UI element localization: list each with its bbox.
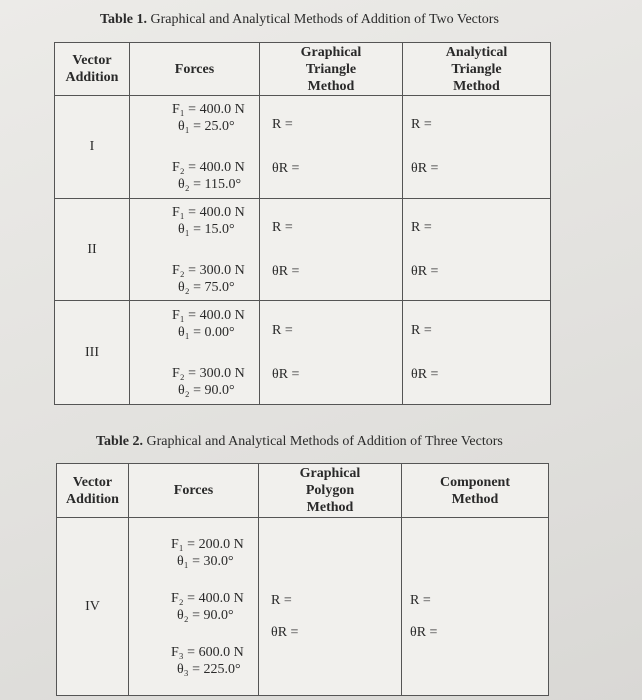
header-line: Addition	[65, 70, 119, 85]
resultant-field: R =	[411, 117, 432, 132]
header-line: Method	[453, 78, 500, 94]
header-line: Forces	[173, 483, 214, 498]
table1-header-forces	[130, 43, 260, 96]
graphical-result-cell[interactable]	[260, 199, 403, 301]
resultant-field: R =	[272, 219, 293, 235]
table1	[54, 42, 551, 405]
forces-cell	[130, 301, 260, 405]
resultant-field: R =	[411, 219, 432, 235]
header-line: Graphical	[300, 44, 362, 60]
header-line: Vector	[72, 53, 112, 68]
component-result-cell[interactable]	[402, 518, 549, 696]
header-line: Triangle	[451, 61, 502, 77]
row-label: I	[55, 96, 130, 199]
table-row	[55, 96, 551, 199]
force-angle: θ₂ = 90.0°	[177, 607, 234, 623]
header-line: Analytical	[445, 44, 508, 60]
forces-cell	[130, 199, 260, 301]
force-magnitude: F₂ = 300.0 N	[172, 365, 245, 381]
resultant-field: R =	[271, 592, 292, 608]
resultant-angle-field: θR =	[271, 624, 299, 640]
force-1	[130, 204, 259, 238]
header-line: Graphical	[299, 466, 361, 481]
table1-header-vector-addition	[55, 43, 130, 96]
graphical-result-cell[interactable]	[260, 301, 403, 405]
table2-header-forces	[129, 464, 259, 518]
force-magnitude: F₃ = 600.0 N	[171, 644, 244, 660]
table-row	[55, 199, 551, 301]
force-magnitude: F₂ = 400.0 N	[172, 160, 245, 175]
force-angle: θ₁ = 15.0°	[178, 221, 235, 237]
resultant-field: R =	[272, 322, 293, 338]
row-label: IV	[57, 518, 129, 696]
graphical-result-cell[interactable]	[259, 518, 402, 696]
row-label: III	[55, 301, 130, 405]
force-2	[130, 159, 259, 193]
table2-caption-text: Graphical and Analytical Methods of Addition of Three Vectors	[142, 434, 503, 449]
resultant-angle-field: θR =	[410, 624, 438, 640]
header-line: Component	[439, 474, 510, 490]
force-magnitude: F₁ = 200.0 N	[171, 536, 244, 552]
force-angle: θ₁ = 30.0°	[177, 553, 234, 569]
table2-caption-number: Table 2.	[96, 434, 143, 449]
header-line: Triangle	[305, 61, 357, 77]
analytical-result-cell[interactable]	[403, 96, 551, 199]
force-angle: θ₂ = 75.0°	[178, 279, 235, 295]
force-magnitude: F₁ = 400.0 N	[172, 204, 245, 220]
resultant-field: R =	[410, 592, 431, 608]
header-line: Method	[306, 500, 354, 515]
resultant-angle-field: θR =	[272, 366, 300, 382]
table2	[56, 463, 549, 696]
table1-caption-number: Table 1.	[100, 12, 147, 27]
force-angle: θ₂ = 90.0°	[178, 382, 235, 398]
table1-header-analytical	[403, 43, 551, 96]
header-line: Addition	[66, 491, 119, 507]
analytical-result-cell[interactable]	[403, 301, 551, 405]
forces-cell	[129, 518, 259, 696]
force-magnitude: F₂ = 300.0 N	[172, 262, 245, 278]
force-magnitude: F₁ = 400.0 N	[172, 102, 245, 117]
force-magnitude: F₂ = 400.0 N	[171, 590, 244, 606]
table2-caption	[96, 434, 503, 450]
force-1	[130, 101, 259, 135]
force-angle: θ₁ = 0.00°	[178, 324, 235, 340]
resultant-angle-field: θR =	[272, 263, 300, 279]
force-angle: θ₁ = 25.0°	[178, 119, 235, 134]
resultant-field: R =	[272, 117, 293, 132]
table2-header-graphical	[259, 464, 402, 518]
resultant-angle-field: θR =	[411, 263, 439, 279]
header-line: Method	[451, 491, 499, 507]
resultant-angle-field: θR =	[411, 161, 439, 176]
resultant-angle-field: θR =	[411, 366, 439, 382]
force-angle: θ₂ = 115.0°	[178, 177, 242, 192]
table-row	[55, 301, 551, 405]
resultant-angle-field: θR =	[272, 161, 300, 176]
table1-header-graphical	[260, 43, 403, 96]
force-1	[129, 536, 258, 570]
force-2	[130, 262, 259, 296]
header-line: Vector	[72, 474, 113, 490]
force-2	[130, 365, 259, 399]
table1-caption-text: Graphical and Analytical Methods of Addition of Two Vectors	[146, 12, 499, 27]
graphical-result-cell[interactable]	[260, 96, 403, 199]
header-line: Polygon	[305, 483, 355, 498]
table1-header-row	[55, 43, 551, 96]
force-1	[130, 307, 259, 341]
table2-header-vector-addition	[57, 464, 129, 518]
header-line: Forces	[174, 61, 215, 77]
table-row	[57, 518, 549, 696]
row-label: II	[55, 199, 130, 301]
force-3	[129, 644, 258, 678]
analytical-result-cell[interactable]	[403, 199, 551, 301]
forces-cell	[130, 96, 260, 199]
table1-caption	[100, 12, 499, 28]
table2-header-row	[57, 464, 549, 518]
header-line: Method	[307, 78, 355, 94]
table2-header-component	[402, 464, 549, 518]
resultant-field: R =	[411, 322, 432, 338]
force-magnitude: F₁ = 400.0 N	[172, 307, 245, 323]
force-2	[129, 590, 258, 624]
force-angle: θ₃ = 225.0°	[177, 661, 241, 677]
